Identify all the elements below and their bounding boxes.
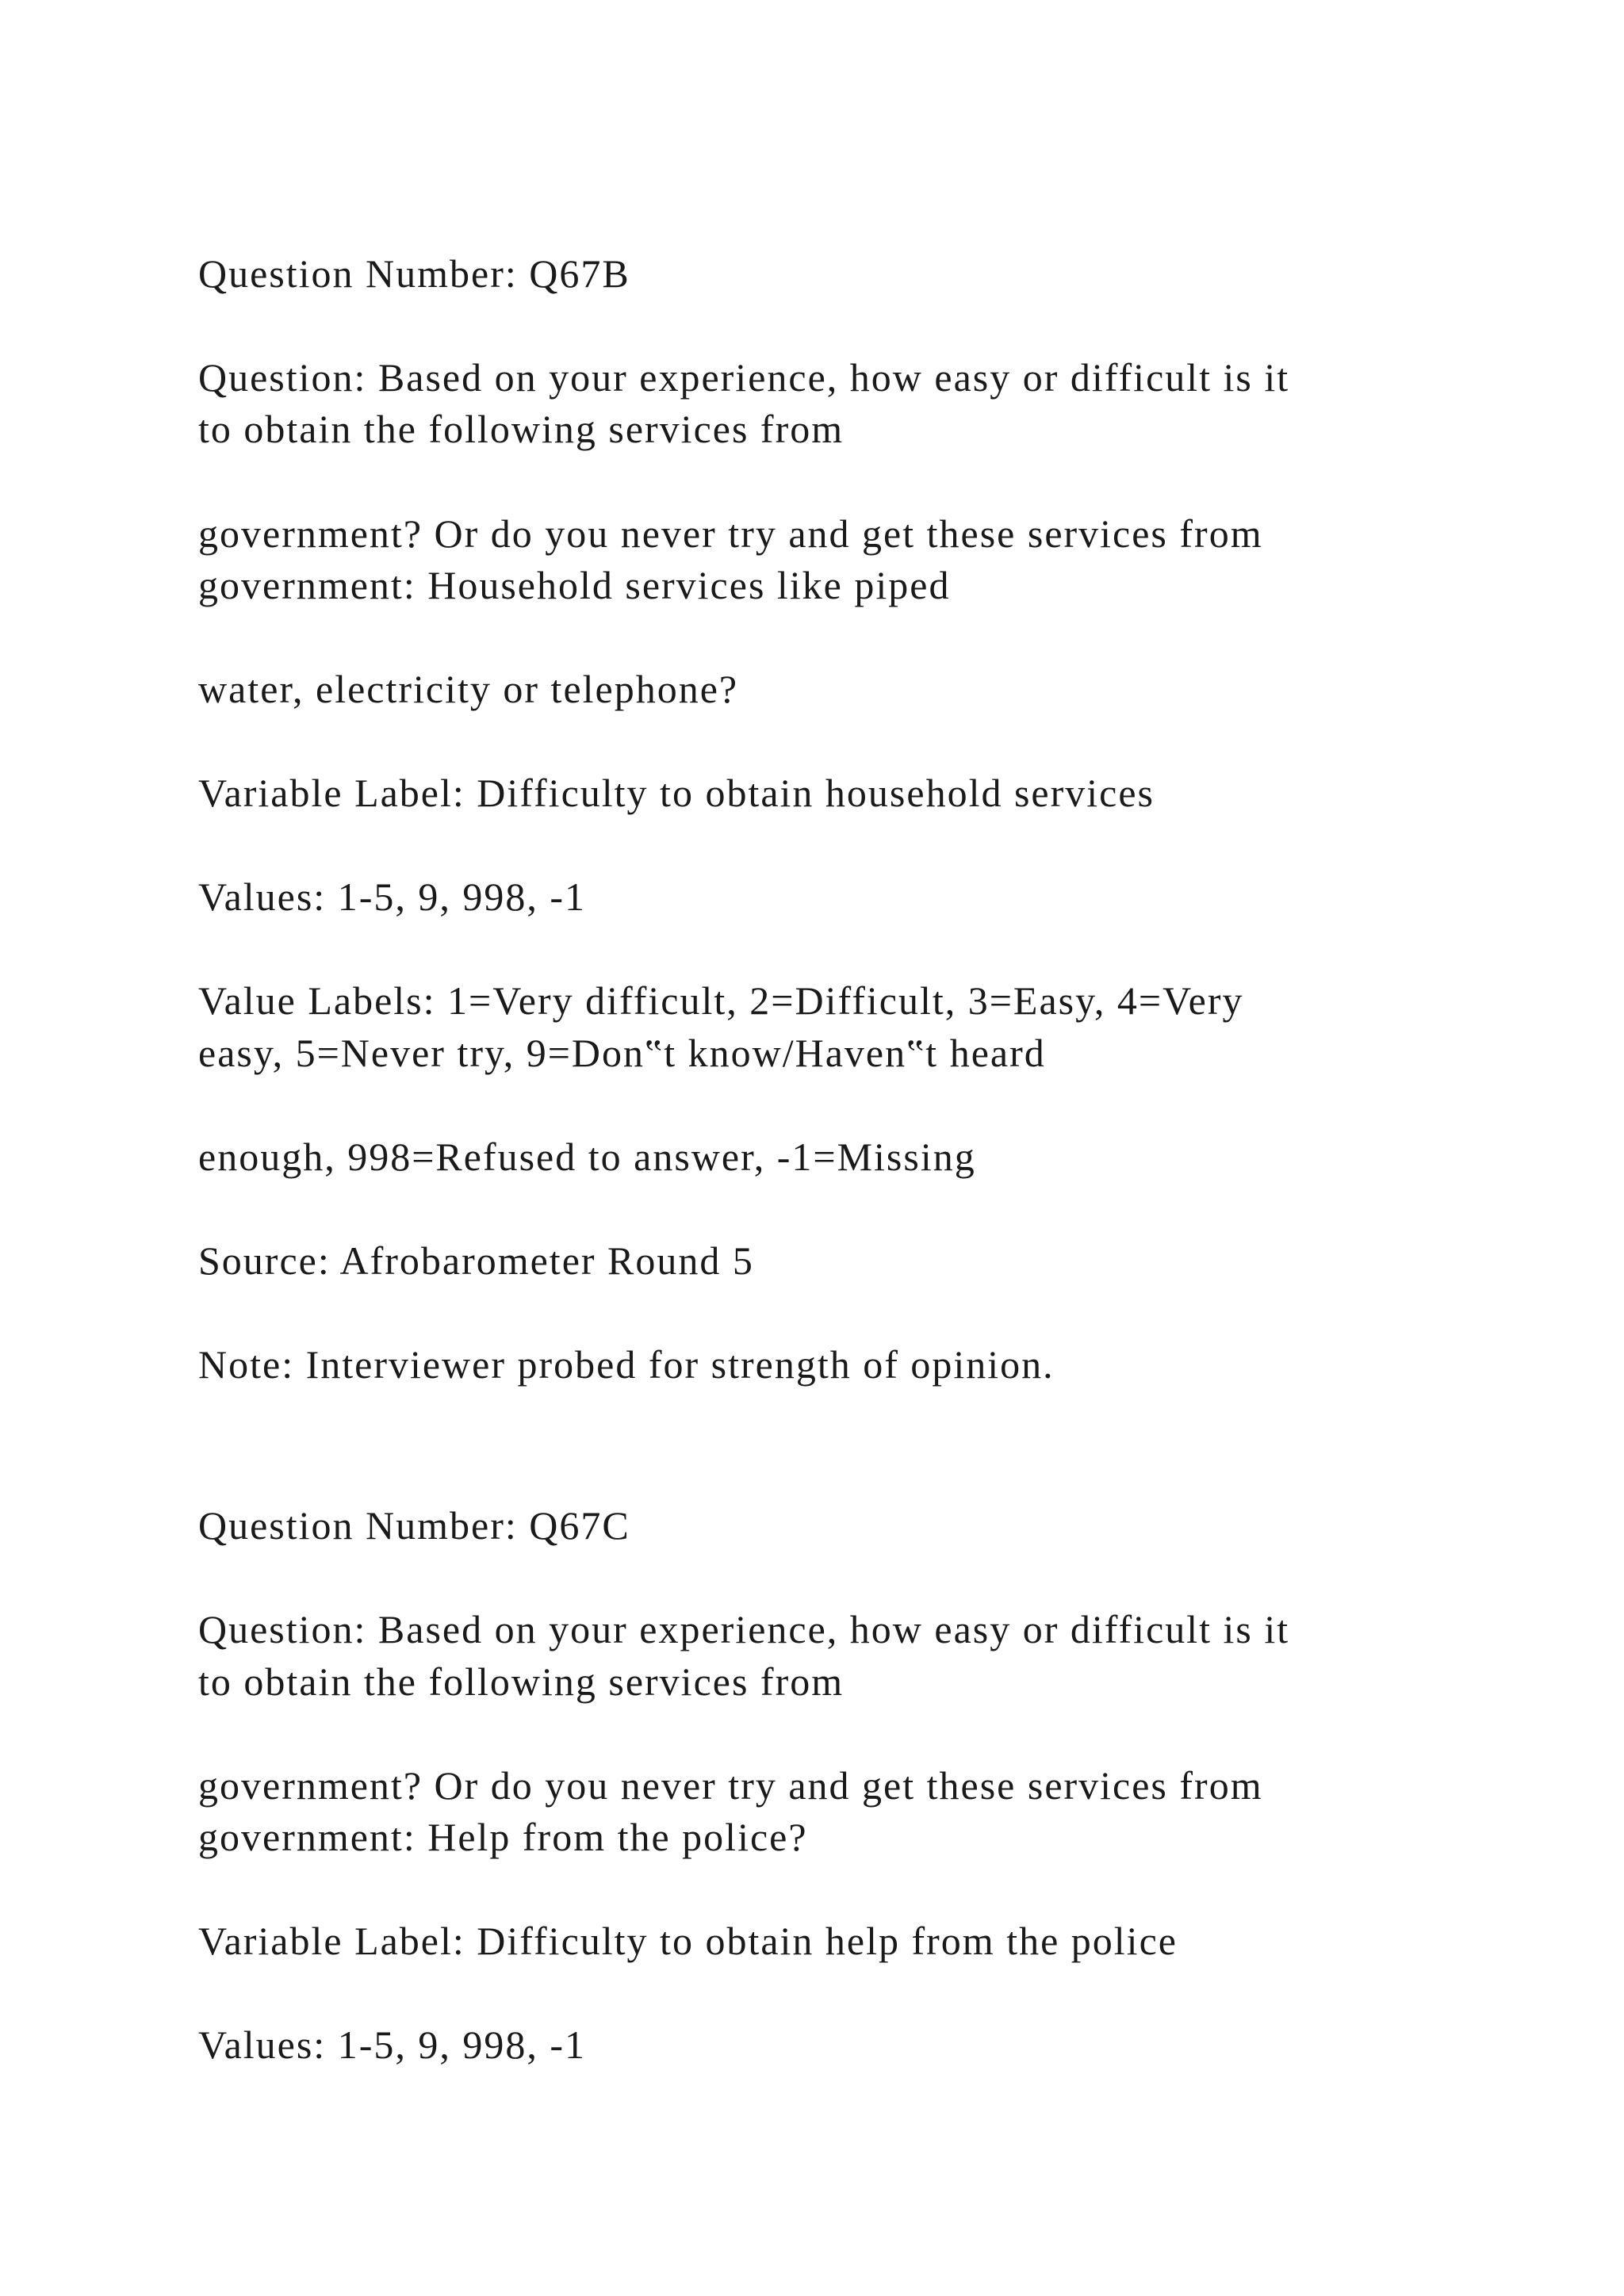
variable-label: Variable Label: Difficulty to obtain help from the police <box>198 1919 1178 1963</box>
values: Values: 1-5, 9, 998, -1 <box>198 874 586 919</box>
value-labels-line: Value Labels: 1=Very difficult, 2=Difficult, 3=Easy, 4=Very <box>198 978 1244 1023</box>
question-text-line: government: Household services like piped <box>198 563 951 607</box>
question-text-line: to obtain the following services from <box>198 407 845 451</box>
question-text-line: government: Help from the police? <box>198 1815 808 1859</box>
question-text-line: to obtain the following services from <box>198 1659 845 1704</box>
variable-label: Variable Label: Difficulty to obtain household services <box>198 771 1155 815</box>
note: Note: Interviewer probed for strength of opinion. <box>198 1342 1055 1387</box>
question-text-line: water, electricity or telephone? <box>198 667 739 711</box>
question-number: Question Number: Q67C <box>198 1503 630 1548</box>
question-number: Question Number: Q67B <box>198 251 630 296</box>
question-text-line: Question: Based on your experience, how easy or difficult is it <box>198 355 1290 400</box>
question-text-line: government? Or do you never try and get these services from <box>198 1763 1263 1808</box>
value-labels-line: easy, 5=Never try, 9=Don‟t know/Haven‟t heard <box>198 1031 1046 1075</box>
question-text-line: Question: Based on your experience, how easy or difficult is it <box>198 1607 1290 1651</box>
value-labels-line: enough, 998=Refused to answer, -1=Missing <box>198 1135 976 1179</box>
source: Source: Afrobarometer Round 5 <box>198 1238 754 1283</box>
values: Values: 1-5, 9, 998, -1 <box>198 2022 586 2067</box>
question-text-line: government? Or do you never try and get these services from <box>198 511 1263 556</box>
